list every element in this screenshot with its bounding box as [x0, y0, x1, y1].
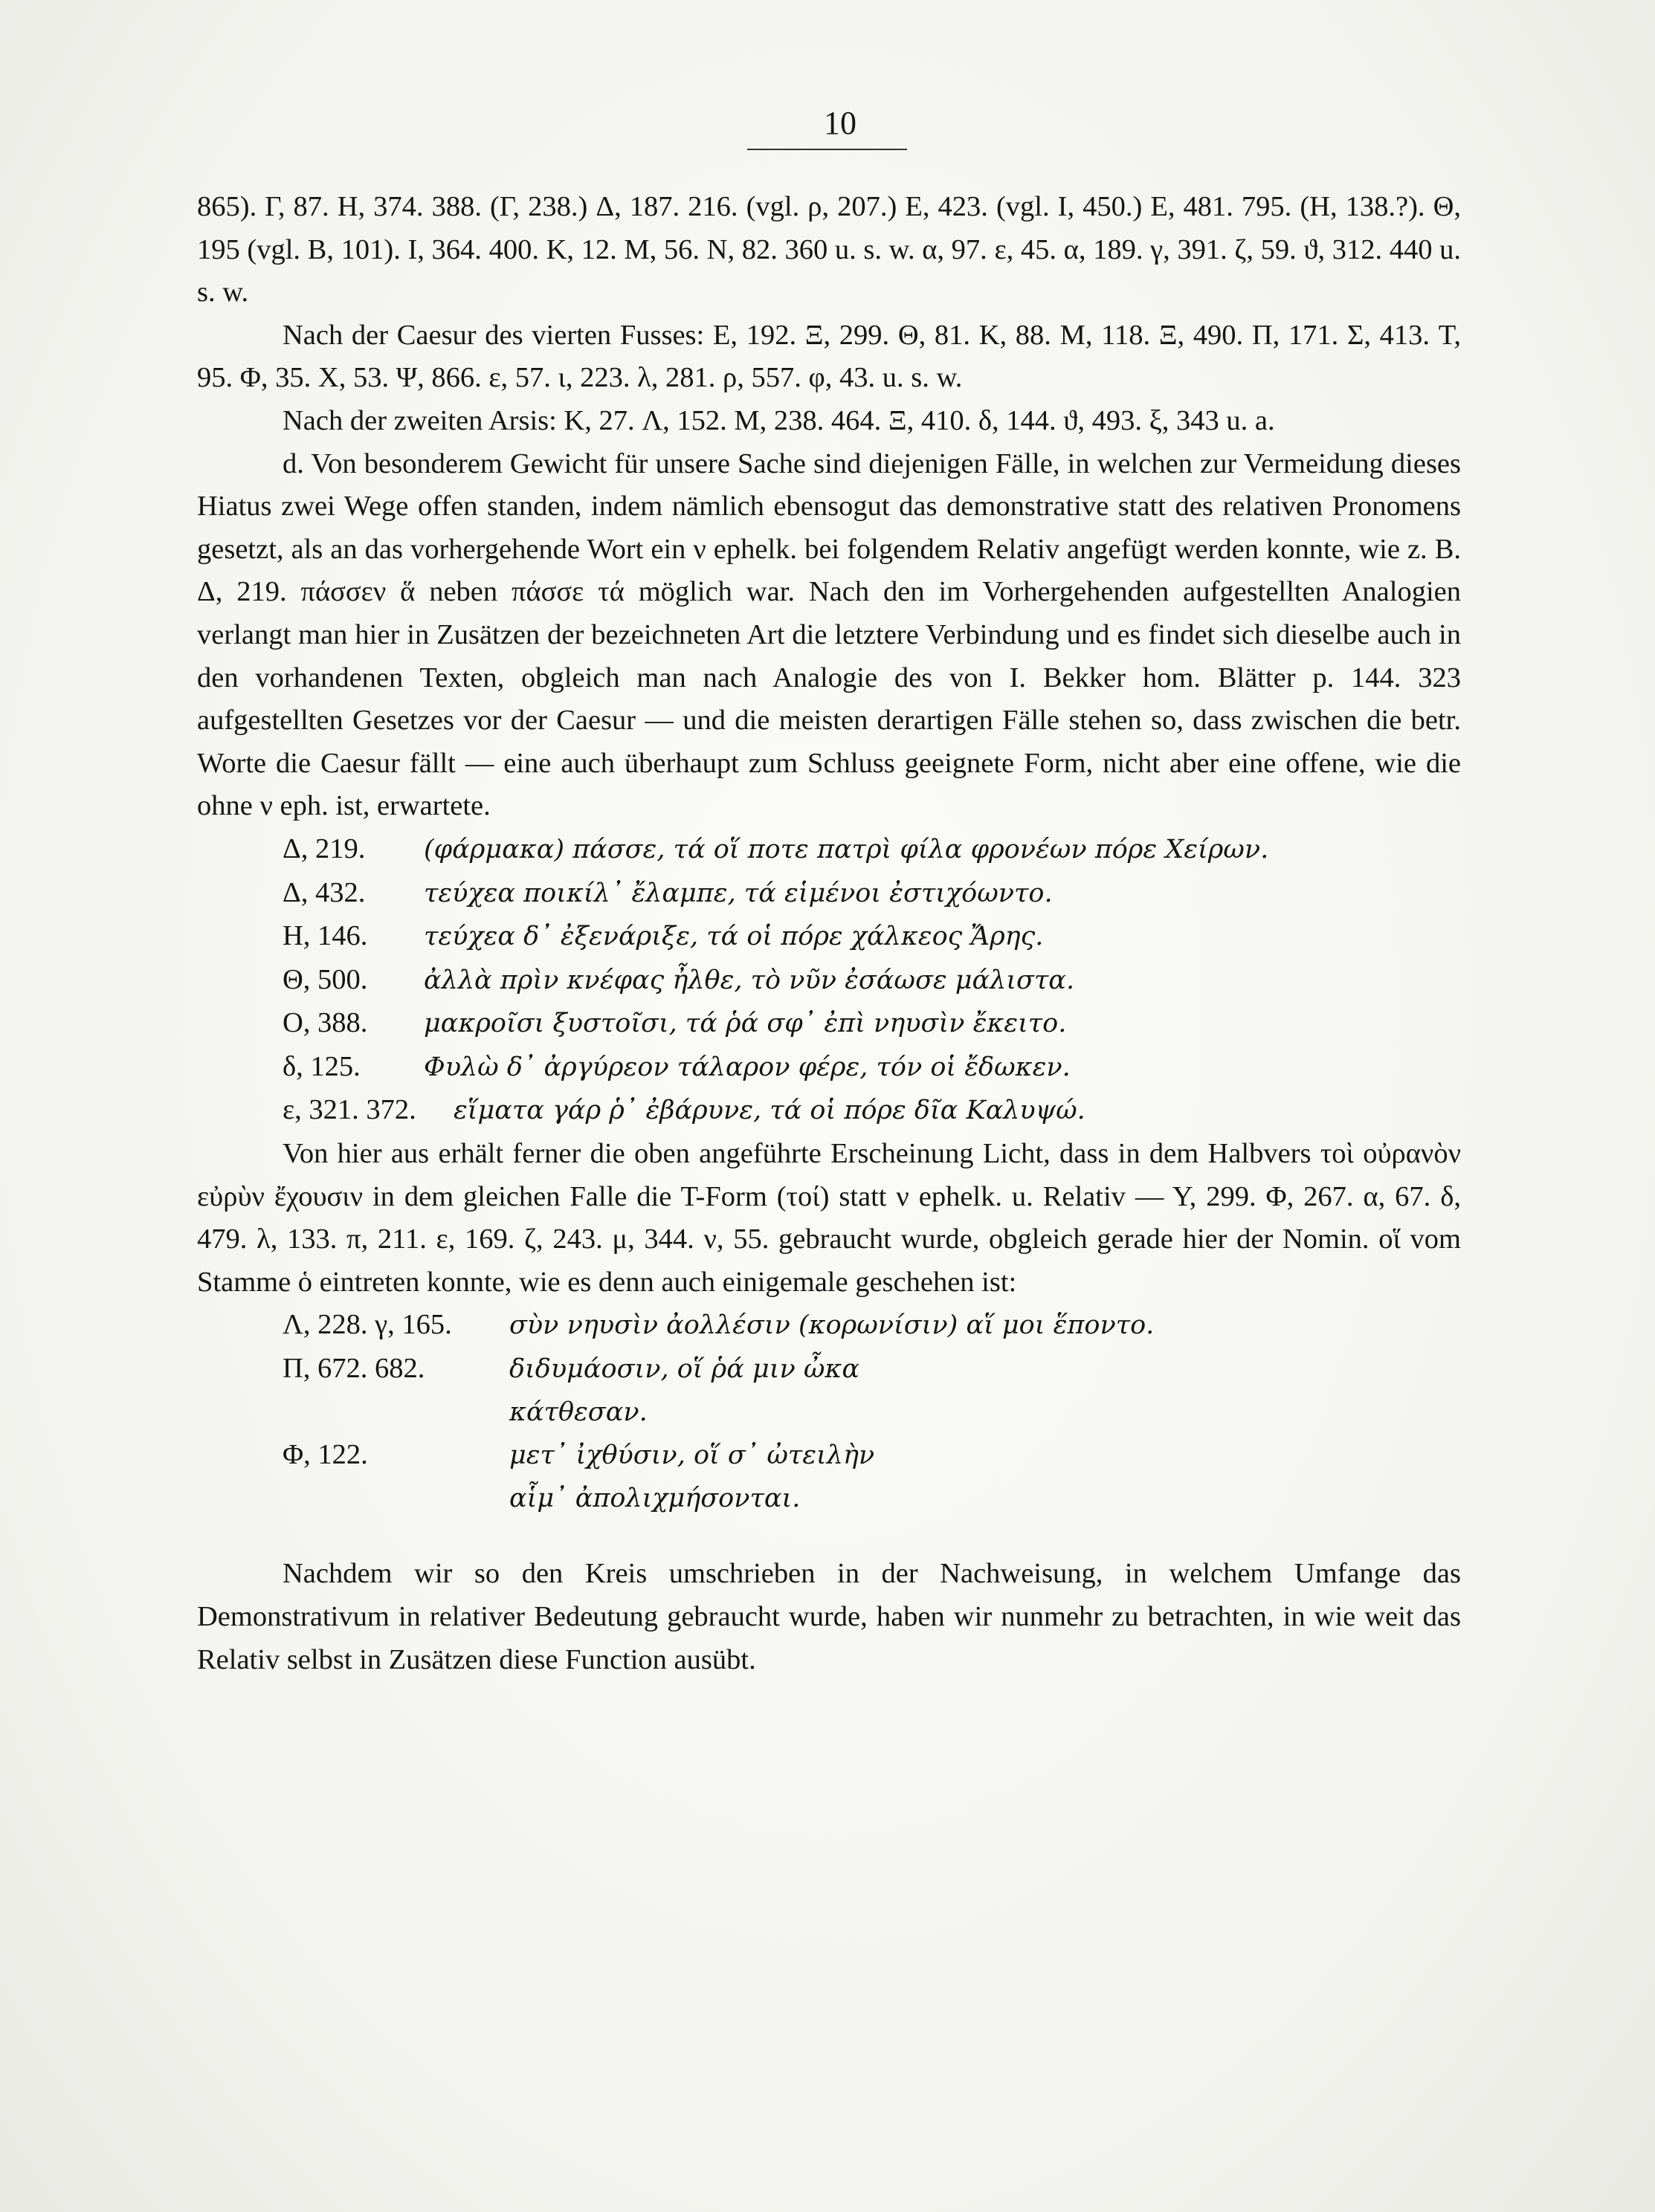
quote-reference: Δ, 219. [283, 832, 366, 864]
quote-reference: Θ, 500. [283, 963, 368, 995]
quote-row [197, 915, 1461, 959]
quote-text: τεύχεα δ᾽ ἐξενάριξε, τά οἱ πόρε χάλκεος Ἄρης. [424, 922, 1044, 952]
quote-row [197, 1046, 1461, 1090]
quote-reference: ε, 321. 372. [283, 1094, 416, 1126]
quote-text: ἀλλὰ πρὶν κνέφας ἦλθε, τὸ νῦν ἐσάωσε μάλιστα. [424, 965, 1075, 995]
main-text [197, 186, 1461, 1681]
quote-text: μακροῖσι ξυστοῖσι, τά ῥά σφ᾽ ἐπὶ νηυσὶν ἔκειτο. [424, 1009, 1067, 1039]
paragraph-gap [197, 1520, 1461, 1553]
quote-row [197, 1089, 1461, 1133]
quote-text: μετ᾽ ἰχθύσιν, οἵ σ᾽ ὠτειλὴν [509, 1440, 875, 1471]
paragraph-halbvers: Von hier aus erhält ferner die oben angeführte Erscheinung Licht, dass in dem Halbvers τοὶ οὐρανὸν εὐρὺν ἔχουσιν in dem gleichen Falle die T-Form (τοί) statt ν ephelk. u. Relativ — Y, 299. Φ, 267. α, 67. δ, 479. λ, 133. π, 211. ε, 169. ζ, 243. μ, 344. ν, 55. gebraucht wurde, obgleich gerade hier der Nomin. οἵ vom Stamme ὁ eintreten konnte, wie es denn auch einigemale geschehen ist: [197, 1138, 1461, 1298]
paragraph-d: d. Von besonderem Gewicht für unsere Sache sind diejenigen Fälle, in welchen zur Vermeidung dieses Hiatus zwei Wege offen standen, indem nämlich ebensogut das demonstrative statt des relativen Pronomens gesetzt, als an das vorhergehende Wort ein ν ephelk. bei folgendem Relativ angefügt werden konnte, wie z. B. Δ, 219. πάσσεν ἅ neben πάσσε τά möglich war. Nach den im Vorhergehenden aufgestellten Analogien verlangt man hier in Zusätzen der bezeichneten Art die letztere Verbindung und es findet sich dieselbe auch in den vorhandenen Texten, obgleich man nach Analogie des von I. Bekker hom. Blätter p. 144. 323 aufgestellten Gesetzes vor der Caesur — und die meisten derartigen Fälle stehen so, dass zwischen die betr. Worte die Caesur fällt — eine auch überhaupt zum Schluss geeignete Form, nicht aber eine offene, wie die ohne ν eph. ist, erwartete. [197, 447, 1461, 822]
quote-text: σὺν νηυσὶν ἀολλέσιν (κορωνίσιν) αἵ μοι ἕποντο. [509, 1310, 1155, 1341]
quote-text: εἵματα γάρ ῥ᾽ ἐβάρυνε, τά οἱ πόρε δῖα Καλυψώ. [454, 1096, 1085, 1126]
quote-row [197, 1434, 1461, 1478]
quote-reference: Π, 672. 682. [283, 1353, 425, 1385]
quote-row [197, 1348, 1461, 1391]
quote-reference: O, 388. [283, 1007, 368, 1039]
paragraph-final: Nachdem wir so den Kreis umschrieben in der Nachweisung, in welchem Umfange das Demonstrativum in relativer Bedeutung gebraucht wurde, haben wir nunmehr zu betrachten, in wie weit das Relativ selbst in Zusätzen diese Function ausübt. [197, 1558, 1461, 1675]
page-number: 10 [824, 105, 856, 141]
quote-row [197, 1002, 1461, 1046]
paragraph-arsis: Nach der zweiten Arsis: K, 27. Λ, 152. M, 238. 464. Ξ, 410. δ, 144. ϑ, 493. ξ, 343 u. a. [283, 404, 1275, 436]
quote-list-2 [197, 1304, 1461, 1520]
quote-reference: H, 146. [283, 920, 368, 952]
paragraph-caesur: Nach der Caesur des vierten Fusses: E, 192. Ξ, 299. Θ, 81. K, 88. M, 118. Ξ, 490. Π, 171. Σ, 413. T, 95. Φ, 35. X, 53. Ψ, 866. ε, 57. ι, 223. λ, 281. ρ, 557. φ, 43. u. s. w. [197, 319, 1461, 394]
paragraph-references: 865). Γ, 87. H, 374. 388. (Γ, 238.) Δ, 187. 216. (vgl. ρ, 207.) E, 423. (vgl. I, 450.) E, 481. 795. (H, 138.?). Θ, 195 (vgl. B, 101). I, 364. 400. K, 12. M, 56. N, 82. 360 u. s. w. α, 97. ε, 45. α, 189. γ, 391. ζ, 59. ϑ, 312. 440 u. s. w. [197, 191, 1461, 308]
quote-text: διδυμάοσιν, οἵ ῥά μιν ὦκα [509, 1354, 859, 1385]
quote-row [197, 872, 1461, 916]
quote-continuation: κάτθεσαν. [509, 1397, 648, 1427]
quote-row [197, 959, 1461, 1003]
quote-row [197, 828, 1461, 872]
quote-reference: Δ, 432. [283, 876, 366, 908]
quote-text: (φάρμακα) πάσσε, τά οἵ ποτε πατρὶ φίλα φρονέων πόρε Χείρων. [424, 834, 1269, 864]
quote-reference: Λ, 228. γ, 165. [283, 1309, 452, 1341]
quote-reference: δ, 125. [283, 1050, 361, 1082]
quote-reference: Φ, 122. [283, 1439, 368, 1471]
quote-text: Φυλὼ δ᾽ ἀργύρεον τάλαρον φέρε, τόν οἱ ἔδωκεν. [424, 1052, 1071, 1082]
quote-row [197, 1304, 1461, 1348]
header-rule [747, 149, 907, 150]
quote-text: τεύχεα ποικίλ᾽ ἔλαμπε, τά εἱμένοι ἐστιχόωντο. [424, 878, 1053, 908]
quote-list-1 [197, 828, 1461, 1133]
quote-continuation: αἷμ᾽ ἀπολιχμήσονται. [509, 1483, 801, 1513]
